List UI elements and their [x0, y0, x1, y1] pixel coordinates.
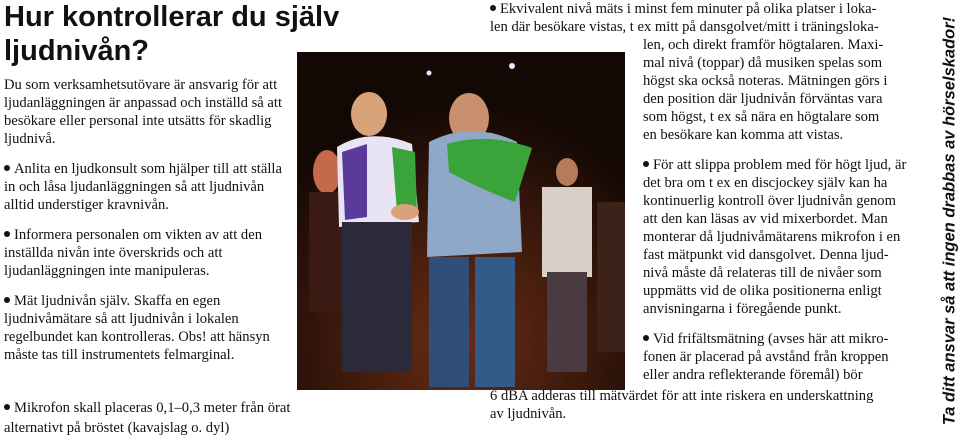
bullet-icon — [4, 231, 10, 237]
bullet-text: Anlita en ljudkonsult som hjälper till att ställa in och låsa ljudanläggningen så att ljudnivån alltid understiger kravnivån. — [4, 161, 282, 213]
ekvivalent-line-1: Ekvivalent nivå mäts i minst fem minuter på olika platser i loka- — [500, 1, 877, 17]
para1-line: den position där ljudnivån förväntas vara — [643, 91, 883, 107]
microphone-line-1: Mikrofon skall placeras 0,1–0,3 meter från örat — [14, 400, 291, 416]
bottom-line-2: av ljudnivån. — [490, 406, 567, 422]
para2-line: att den kan läsas av vid mixerbordet. Man — [643, 211, 888, 227]
para2-line: monterar då ljudnivåmätarens mikrofon i en — [643, 229, 901, 245]
ekvivalent-bullet — [490, 0, 877, 18]
para1-line: högst ska också noteras. Mätningen görs i — [643, 73, 888, 89]
para1-line: mal nivå (toppar) då musiken spelas som — [643, 55, 883, 71]
left-column — [4, 76, 296, 376]
vertical-slogan-text: Ta ditt ansvar så att ingen drabbas av hörselskador! — [940, 16, 959, 426]
bullet-icon — [643, 335, 649, 341]
bullet-icon — [4, 404, 10, 410]
bullet-text: Mät ljudnivån själv. Skaffa en egen ljudnivåmätare så att ljudnivån i lokalen regelbundet kan kontrolleras. Obs! att hänsyn måste tas till instrumentets felmarginal. — [4, 293, 270, 363]
para2-line: fast mätpunkt vid dansgolvet. Denna ljud- — [643, 247, 889, 263]
bullet-text: Informera personalen om vikten av att den inställda nivån inte överskrids och att ljudanläggningen inte manipuleras. — [4, 227, 263, 279]
para1-line: som högst, t ex så nära en högtalare som — [643, 109, 880, 125]
vertical-slogan — [938, 6, 960, 436]
para3-line: eller andra reflekterande föremål) bör — [643, 367, 863, 383]
para2-bullet — [643, 156, 906, 174]
para2-line: anvisningarna i föregående punkt. — [643, 301, 842, 317]
para3-line: fonen är placerad på avstånd från kroppen — [643, 349, 889, 365]
title-line-1: Hur kontrollerar du själv — [4, 1, 340, 33]
ekvivalent-line-2: len där besökare vistas, t ex mitt på dansgolvet/mitt i träningsloka- — [490, 19, 879, 35]
para1-line: len, och direkt framför högtalaren. Maxi- — [643, 37, 884, 53]
bullet-icon — [643, 161, 649, 167]
intro-paragraph: Du som verksamhetsutövare är ansvarig för att ljudanläggningen är anpassad och inställd så att besökare eller personal inte utsätts för skadlig ljudnivå. — [4, 77, 283, 147]
para2-line: det bra om t ex en discjockey själv kan ha — [643, 175, 888, 191]
bullet-icon — [4, 165, 10, 171]
para2-line: kontinuerlig kontroll över ljudnivån genom — [643, 193, 896, 209]
para3-line: Vid frifältsmätning (avses här att mikro- — [653, 331, 889, 347]
microphone-bullet — [4, 399, 290, 417]
bullet-icon — [490, 5, 496, 11]
bullet-icon — [4, 297, 10, 303]
bullet-consultant — [4, 160, 296, 214]
dancing-couple-photo — [297, 52, 625, 390]
para3-bullet — [643, 330, 888, 348]
title-line-2: ljudnivån? — [4, 35, 149, 67]
bullet-measure — [4, 292, 296, 364]
para2-line: uppmätts vid de olika positionerna enligt — [643, 283, 882, 299]
para2-line: nivå måste då relateras till de nivåer som — [643, 265, 882, 281]
para1-line: en besökare kan komma att vistas. — [643, 127, 844, 143]
bullet-inform-staff — [4, 226, 296, 280]
bottom-line-1: 6 dBA adderas till mätvärdet för att inte riskera en underskattning — [490, 388, 874, 404]
microphone-line-2: alternativt på bröstet (kavajslag o. dyl) — [4, 420, 230, 436]
photo-illustration — [297, 52, 625, 390]
para2-line: För att slippa problem med för högt ljud, är — [653, 157, 907, 173]
